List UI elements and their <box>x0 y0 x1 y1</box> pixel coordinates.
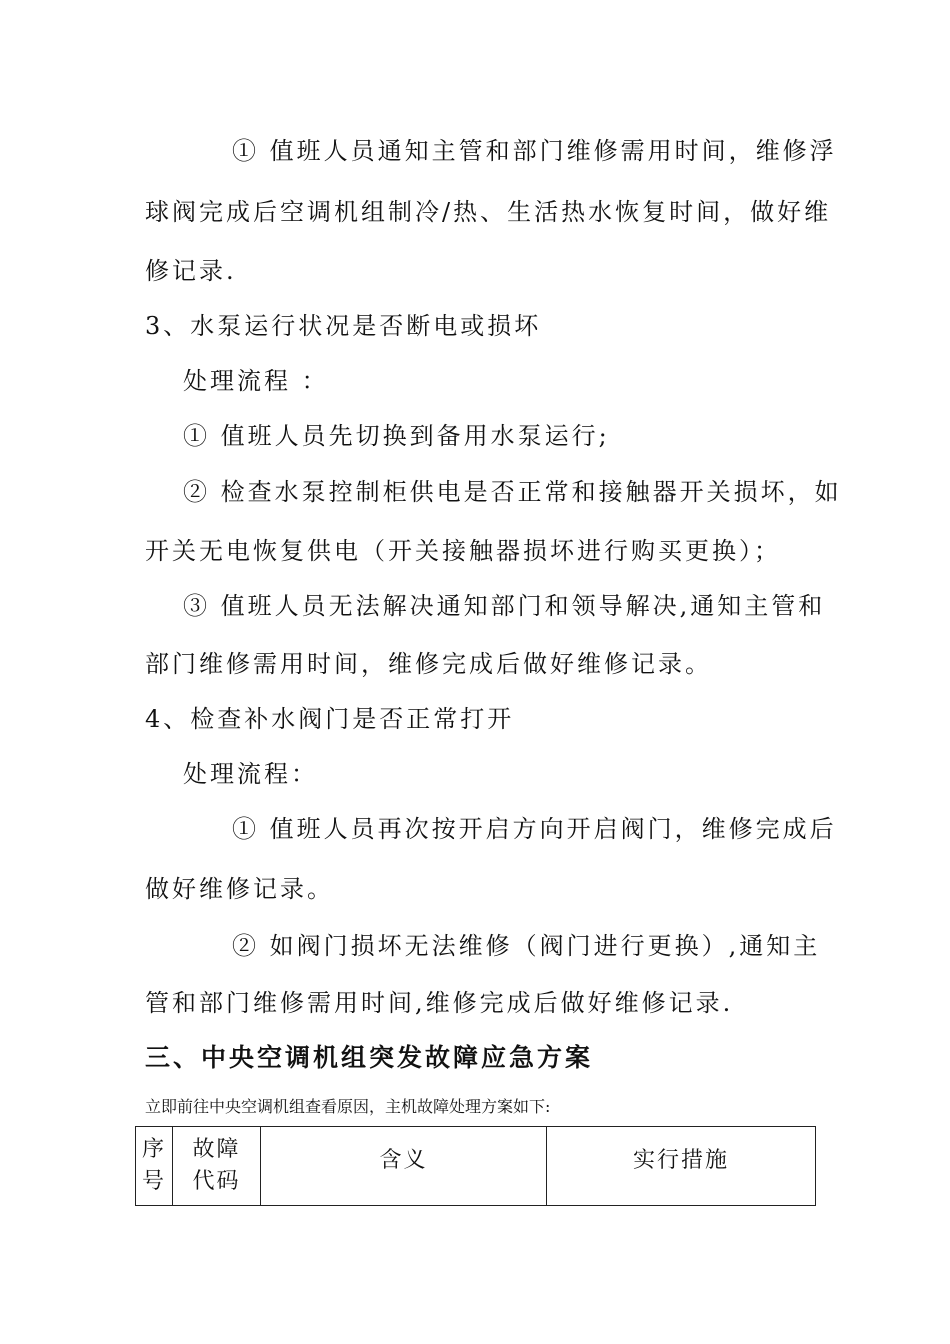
header-serial: 序 号 <box>136 1127 173 1206</box>
intro-text: 立即前往中央空调机组查看原因，主机故障处理方案如下: <box>145 1097 551 1116</box>
fault-code-table <box>135 1126 816 1206</box>
process-label: 处理流程 ： <box>183 367 329 395</box>
header-meaning: 含义 <box>261 1127 547 1206</box>
paragraph-line: 管和部门维修需用时间,维修完成后做好维修记录. <box>145 989 734 1017</box>
paragraph-line: ① 值班人员通知主管和部门维修需用时间，维修浮 <box>232 137 837 165</box>
paragraph-line: 球阀完成后空调机组制冷/热、生活热水恢复时间，做好维 <box>145 198 832 226</box>
table-header-row <box>136 1127 816 1206</box>
section-heading: 三、中央空调机组突发故障应急方案 <box>145 1043 594 1072</box>
subsection-title: 4、检查补水阀门是否正常打开 <box>145 705 515 733</box>
header-fault-code: 故障 代码 <box>173 1127 261 1206</box>
paragraph-line: ② 检查水泵控制柜供电是否正常和接触器开关损坏，如 <box>183 478 842 506</box>
paragraph-line: ① 值班人员先切换到备用水泵运行; <box>183 422 610 450</box>
header-action: 实行措施 <box>547 1127 816 1206</box>
paragraph-line: 修记录. <box>145 257 237 285</box>
process-label: 处理流程： <box>183 760 318 788</box>
paragraph-line: 做好维修记录。 <box>145 875 334 903</box>
paragraph-line: ③ 值班人员无法解决通知部门和领导解决,通知主管和 <box>183 592 826 620</box>
subsection-title: 3、水泵运行状况是否断电或损坏 <box>145 312 542 340</box>
paragraph-line: ② 如阀门损坏无法维修（阀门进行更换）,通知主 <box>232 932 821 960</box>
paragraph-line: 开关无电恢复供电（开关接触器损坏进行购买更换）； <box>145 537 781 565</box>
paragraph-line: 部门维修需用时间，维修完成后做好维修记录。 <box>145 650 712 678</box>
paragraph-line: ① 值班人员再次按开启方向开启阀门，维修完成后 <box>232 815 837 843</box>
